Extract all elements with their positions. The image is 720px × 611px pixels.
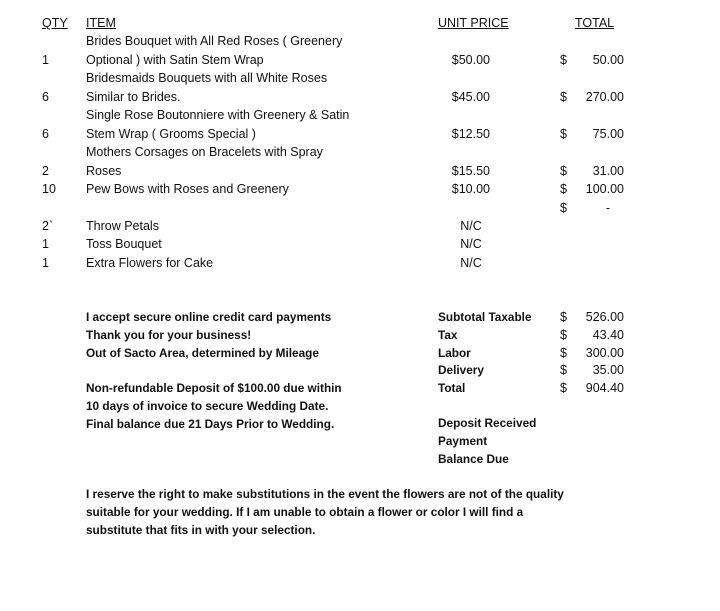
summary-value: 43.40 [592, 328, 624, 342]
deposit-note-line: 10 days of invoice to secure Wedding Date. [86, 399, 329, 413]
header-total: TOTAL [575, 16, 615, 30]
disclaimer-line: substitute that fits in with your selection. [86, 523, 316, 537]
item-description: Single Rose Boutonniere with Greenery & Satin [86, 108, 350, 122]
item-total: - [605, 201, 611, 215]
item-total: 31.00 [592, 163, 624, 178]
item-description: Pew Bows with Roses and Greenery [86, 182, 289, 196]
item-currency-sign: $ [560, 89, 567, 104]
item-total: 75.00 [592, 126, 624, 141]
summary-label: Total [438, 381, 466, 395]
disclaimer-line: suitable for your wedding. If I am unable to obtain a flower or color I will find a [86, 505, 524, 519]
item-currency-sign: $ [560, 163, 567, 178]
deposit-note-line: Final balance due 21 Days Prior to Wedding. [86, 417, 335, 431]
payment-label: Balance Due [438, 452, 509, 466]
deposit-note-line: Non-refundable Deposit of $100.00 due within [86, 381, 342, 395]
summary-currency-sign: $ [560, 328, 567, 342]
note-line: Out of Sacto Area, determined by Mileage [86, 346, 319, 360]
item-total: 50.00 [592, 52, 624, 67]
summary-currency-sign: $ [560, 310, 567, 324]
item-qty: 6 [42, 89, 49, 104]
item-unit-price: $50.00 [451, 52, 490, 67]
header-item: ITEM [86, 16, 116, 30]
item-qty: 1 [42, 52, 49, 67]
summary-currency-sign: $ [560, 363, 567, 377]
summary-value: 300.00 [585, 346, 624, 360]
item-unit-price: $45.00 [451, 89, 490, 104]
item-qty: 6 [42, 126, 49, 141]
summary-label: Subtotal Taxable [438, 310, 532, 324]
summary-value: 35.00 [592, 363, 624, 377]
item-description: Throw Petals [86, 219, 159, 233]
payment-label: Deposit Received [438, 416, 537, 430]
item-description: Optional ) with Satin Stem Wrap [86, 52, 264, 67]
item-qty: 2 [42, 163, 49, 178]
item-currency-sign: $ [560, 52, 567, 67]
item-unit-price: N/C [460, 219, 482, 233]
item-description: Mothers Corsages on Bracelets with Spray [86, 145, 323, 159]
header-unit-price: UNIT PRICE [438, 16, 509, 30]
item-unit-price: $10.00 [451, 182, 490, 196]
item-total: 270.00 [585, 89, 624, 104]
item-qty: 1 [42, 237, 49, 251]
summary-value: 526.00 [585, 310, 624, 324]
payment-label: Payment [438, 434, 488, 448]
item-total: 100.00 [585, 182, 624, 196]
item-description: Bridesmaids Bouquets with all White Roses [86, 71, 328, 85]
item-description: Roses [86, 163, 122, 178]
summary-currency-sign: $ [560, 381, 567, 395]
summary-label: Delivery [438, 363, 484, 377]
item-qty: 1 [42, 256, 49, 270]
summary-currency-sign: $ [560, 346, 567, 360]
note-line: I accept secure online credit card payments [86, 310, 332, 324]
item-description: Toss Bouquet [86, 237, 162, 251]
item-description: Brides Bouquet with All Red Roses ( Greenery [86, 34, 343, 48]
item-unit-price: $12.50 [451, 126, 490, 141]
item-description: Extra Flowers for Cake [86, 256, 214, 270]
note-line: Thank you for your business! [86, 328, 252, 342]
item-description: Similar to Brides. [86, 89, 181, 104]
item-unit-price: N/C [460, 256, 482, 270]
disclaimer-line: I reserve the right to make substitutions in the event the flowers are not of the quality [86, 487, 564, 501]
item-description: Stem Wrap ( Grooms Special ) [86, 126, 256, 141]
header-qty: QTY [42, 16, 68, 30]
item-qty: 10 [42, 182, 56, 196]
summary-value: 904.40 [585, 381, 624, 395]
summary-label: Tax [438, 328, 458, 342]
item-qty: 2` [42, 219, 54, 233]
item-currency-sign: $ [560, 126, 567, 141]
item-unit-price: N/C [460, 237, 482, 251]
item-currency-sign: $ [560, 182, 567, 196]
summary-label: Labor [438, 346, 471, 360]
item-unit-price: $15.50 [451, 163, 490, 178]
item-currency-sign: $ [560, 201, 567, 215]
